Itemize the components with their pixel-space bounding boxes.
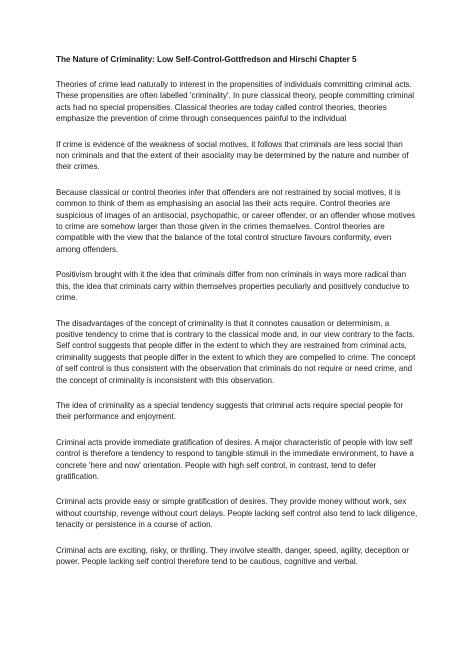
paragraph: Criminal acts provide easy or simple gratification of desires. They provide money without work, sex without courtship, revenge without court delays. People lacking self control also tend to lack diligence, tenacity or persistence in a course of action. bbox=[56, 497, 418, 530]
paragraph: Theories of crime lead naturally to interest in the propensities of individuals committing criminal acts. These propensities are often labelled 'criminality'. In pure classical theory, people committing criminal acts had no special propensities. Classical theories are today called control theories, theories emphasize the prevention of crime through consequences painful to the individual bbox=[56, 80, 415, 124]
paragraph: Because classical or control theories infer that offenders are not restrained by social motives, it is common to think of them as emphasising an asocial las their acts require. Control theories are suspicious of images of an antisocial, psychopathic, or career offender, or an offender whose motives to crime are somehow larger than those given in the crimes themselves. Control theories are compatible with the view that the balance of the total control structure favours conformity, even among offenders. bbox=[56, 187, 416, 254]
paragraph: The disadvantages of the concept of criminality is that it connotes causation or determinism, a positive tendency to crime that is contrary to the classical mode and, in our view contrary to the facts. Self control suggests that people differ in the extent to which they are restrained from criminal acts, criminality suggests that people differ in the extent to which they are compelled to crime. The concept of self control is thus consistent with the observation that criminals do not require or need crime, and the concept of criminality is inconsistent with this observation. bbox=[56, 318, 416, 385]
document-body bbox=[56, 54, 418, 581]
paragraph: The idea of criminality as a special tendency suggests that criminal acts require special people for their performance and enjoyment. bbox=[56, 400, 404, 422]
paragraph: Criminal acts provide immediate gratification of desires. A major characteristic of people with low self control is therefore a tendency to respond to tangible stimuli in the immediate environment, to have a concrete 'here and now' orientation. People with high self control, in contrast, tend to defer gratification. bbox=[56, 437, 414, 481]
paragraph: Criminal acts are exciting, risky, or thrilling. They involve stealth, danger, speed, agility, deception or power. People lacking self control therefore tend to be cautious, cognitive and verbal. bbox=[56, 545, 410, 566]
paragraph: Positivism brought with it the idea that criminals differ from non criminals in ways more radical than this, the idea that criminals carry within themselves properties peculiarly and positively conducive to crime. bbox=[56, 270, 410, 303]
paragraph: If crime is evidence of the weakness of social motives, it follows that criminals are less social than non criminals and that the extent of their asociality may be determined by the nature and number of their crimes. bbox=[56, 139, 409, 172]
document-title: The Nature of Criminality: Low Self-Control-Gottfredson and Hirschi Chapter 5 bbox=[56, 55, 357, 64]
